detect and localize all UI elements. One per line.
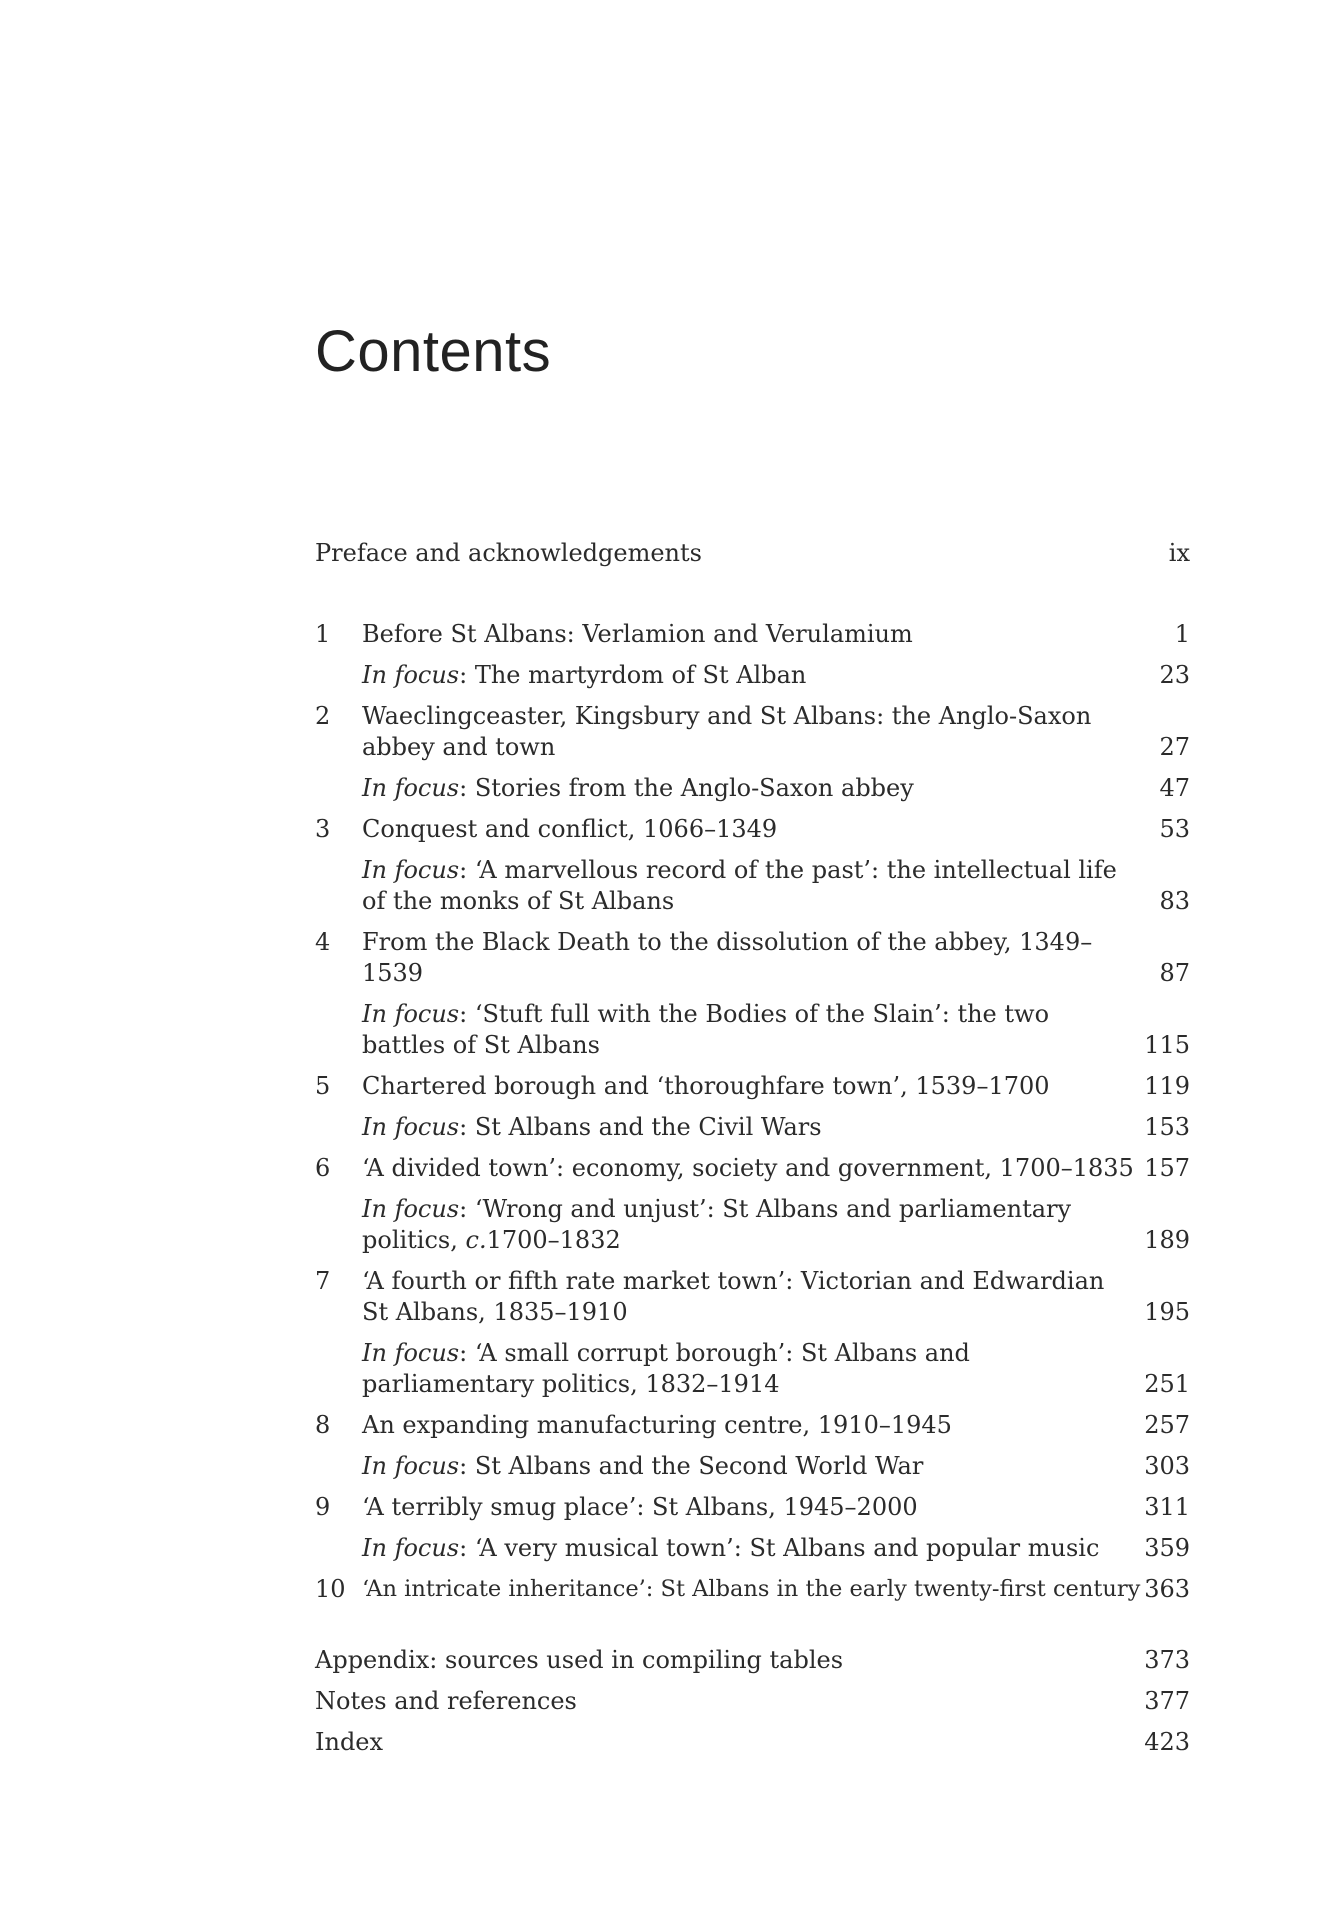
toc-entry-label: : ‘A very musical town’: St Albans and popular music (459, 1534, 1100, 1562)
chapter-number: 1 (315, 620, 331, 648)
toc-entry-label: : ‘Wrong and unjust’: St Albans and parliamentary politics, (362, 1195, 1072, 1254)
toc-chapter-10[interactable] (315, 1574, 1190, 1605)
toc-back-matter (315, 1645, 1190, 1758)
in-focus-label: In focus (362, 1452, 460, 1480)
chapter-number: 6 (315, 1154, 331, 1182)
toc-entry-label: : The martyrdom of St Alban (459, 661, 807, 689)
toc-entry-label: 1700–1832 (486, 1226, 621, 1254)
toc-page-number: 1 (1174, 620, 1190, 648)
toc-in-focus-3[interactable] (315, 855, 1190, 917)
toc-entry-label: An expanding manufacturing centre, 1910–1945 (362, 1411, 952, 1439)
chapter-number: 2 (315, 702, 331, 730)
toc-front-matter[interactable] (315, 538, 1190, 569)
toc-in-focus-1[interactable] (315, 660, 1190, 691)
toc-page-number: 377 (1144, 1687, 1190, 1715)
toc-page-number: 195 (1144, 1298, 1190, 1326)
circa-abbrev: c. (465, 1226, 487, 1254)
toc-page-number: 153 (1144, 1113, 1190, 1141)
toc-entry-label: : ‘A marvellous record of the past’: the intellectual life of the monks of St Albans (362, 856, 1117, 915)
chapter-number: 10 (315, 1575, 346, 1603)
toc-page-number: 157 (1144, 1154, 1190, 1182)
in-focus-label: In focus (362, 1339, 460, 1367)
toc-page-number: 251 (1144, 1370, 1190, 1398)
toc-page-number: 23 (1159, 661, 1190, 689)
chapter-number: 5 (315, 1072, 331, 1100)
in-focus-label: In focus (362, 1000, 460, 1028)
chapter-number: 3 (315, 815, 331, 843)
toc-entry-label: Preface and acknowledgements (315, 539, 702, 567)
toc-page-number: 87 (1159, 959, 1190, 987)
toc-in-focus-9[interactable] (315, 1533, 1190, 1564)
toc-chapter-8[interactable] (315, 1410, 1190, 1441)
toc-in-focus-7[interactable] (315, 1338, 1190, 1400)
toc-in-focus-8[interactable] (315, 1451, 1190, 1482)
page-title: Contents (315, 319, 552, 384)
toc-page-number: 311 (1144, 1493, 1190, 1521)
toc-chapter-2[interactable] (315, 701, 1190, 763)
toc-entry-label: : ‘A small corrupt borough’: St Albans and parliamentary politics, 1832–1914 (362, 1339, 970, 1398)
toc-in-focus-5[interactable] (315, 1112, 1190, 1143)
in-focus-label: In focus (362, 1534, 460, 1562)
toc-entry-label: Notes and references (315, 1687, 577, 1715)
toc-entry-label: Index (315, 1728, 384, 1756)
toc-in-focus-2[interactable] (315, 773, 1190, 804)
chapter-number: 9 (315, 1493, 331, 1521)
toc-entry-label: From the Black Death to the dissolution of the abbey, 1349–1539 (362, 928, 1093, 987)
toc-index[interactable] (315, 1727, 1190, 1758)
chapter-number: 4 (315, 928, 331, 956)
toc-entry-label: Before St Albans: Verlamion and Verulamium (362, 620, 913, 648)
toc-page-number: 303 (1144, 1452, 1190, 1480)
toc-page-number: 373 (1144, 1646, 1190, 1674)
toc-page-number: 115 (1144, 1031, 1190, 1059)
toc-page-number: 257 (1144, 1411, 1190, 1439)
toc-entry-label: ‘A divided town’: economy, society and government, 1700–1835 (362, 1154, 1134, 1182)
toc-entry-label: Chartered borough and ‘thoroughfare town’, 1539–1700 (362, 1072, 1050, 1100)
toc-in-focus-4[interactable] (315, 999, 1190, 1061)
toc-entry-label: Waeclingceaster, Kingsbury and St Albans: the Anglo-Saxon abbey and town (362, 702, 1092, 761)
toc-in-focus-6[interactable] (315, 1194, 1190, 1256)
toc-page-number: 423 (1144, 1728, 1190, 1756)
toc-appendix[interactable] (315, 1645, 1190, 1676)
toc-notes[interactable] (315, 1686, 1190, 1717)
toc-chapter-6[interactable] (315, 1153, 1190, 1184)
in-focus-label: In focus (362, 856, 460, 884)
in-focus-label: In focus (362, 661, 460, 689)
toc-chapter-5[interactable] (315, 1071, 1190, 1102)
in-focus-label: In focus (362, 774, 460, 802)
toc-chapter-3[interactable] (315, 814, 1190, 845)
toc-page-number: 189 (1144, 1226, 1190, 1254)
toc-page-number: 83 (1159, 887, 1190, 915)
toc-entry-label: Conquest and conflict, 1066–1349 (362, 815, 778, 843)
toc-page-number: 47 (1159, 774, 1190, 802)
toc-entry-label: ‘An intricate inheritance’: St Albans in the early twenty-first century (362, 1576, 1141, 1602)
toc-page-number: ix (1168, 539, 1190, 567)
toc-entry-label: : St Albans and the Civil Wars (459, 1113, 822, 1141)
toc-page-number: 363 (1144, 1575, 1190, 1603)
toc-page-number: 119 (1144, 1072, 1190, 1100)
toc-entry-label: Appendix: sources used in compiling tables (315, 1646, 844, 1674)
toc-entry-label: ‘A terribly smug place’: St Albans, 1945–2000 (362, 1493, 918, 1521)
toc-page-number: 27 (1159, 733, 1190, 761)
chapter-number: 8 (315, 1411, 331, 1439)
toc-entry-label: : ‘Stuft full with the Bodies of the Slain’: the two battles of St Albans (362, 1000, 1050, 1059)
toc-chapter-9[interactable] (315, 1492, 1190, 1523)
toc-entry-label: : Stories from the Anglo-Saxon abbey (459, 774, 914, 802)
chapter-number: 7 (315, 1267, 331, 1295)
toc-chapters (315, 619, 1190, 1605)
in-focus-label: In focus (362, 1195, 460, 1223)
toc-page-number: 359 (1144, 1534, 1190, 1562)
toc-entry-label: ‘A fourth or fifth rate market town’: Victorian and Edwardian St Albans, 1835–1910 (362, 1267, 1105, 1326)
table-of-contents (315, 538, 1190, 1758)
toc-entry-label: : St Albans and the Second World War (459, 1452, 924, 1480)
in-focus-label: In focus (362, 1113, 460, 1141)
toc-chapter-1[interactable] (315, 619, 1190, 650)
toc-chapter-7[interactable] (315, 1266, 1190, 1328)
toc-chapter-4[interactable] (315, 927, 1190, 989)
toc-page-number: 53 (1159, 815, 1190, 843)
